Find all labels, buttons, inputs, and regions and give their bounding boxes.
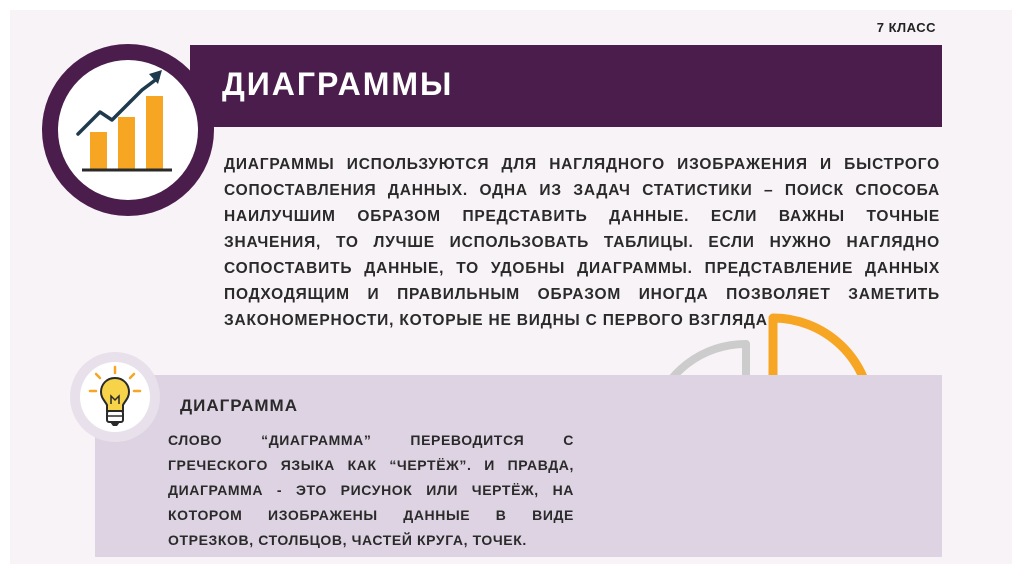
- page-title: ДИАГРАММЫ: [222, 66, 454, 102]
- main-paragraph: ДИАГРАММЫ ИСПОЛЬЗУЮТСЯ ДЛЯ НАГЛЯДНОГО ИЗОБРАЖЕНИЯ И БЫСТРОГО СОПОСТАВЛЕНИЯ ДАННЫХ. ОДНА ИЗ ЗАДАЧ СТАТИСТИКИ – ПОИСК СПОСОБА НАИЛУЧШИМ ОБРАЗОМ ПРЕДСТАВИТЬ ДАННЫЕ. ЕСЛИ ВАЖНЫ ТОЧНЫЕ ЗНАЧЕНИЯ, ТО ЛУЧШЕ ИСПОЛЬЗОВАТЬ ТАБЛИЦЫ. ЕСЛИ НУЖНО НАГЛЯДНО СОПОСТАВИТЬ ДАННЫЕ, ТО УДОБНЫ ДИАГРАММЫ. ПРЕДСТАВЛЕНИЕ ДАННЫХ ПОДХОДЯЩИМ И ПРАВИЛЬНЫМ ОБРАЗОМ ИНОГДА ПОЗВОЛЯЕТ ЗАМЕТИТЬ ЗАКОНОМЕРНОСТИ, КОТОРЫЕ НЕ ВИДНЫ С ПЕРВОГО ВЗГЛЯДА.: [224, 156, 940, 329]
- bar-chart-growth-icon: [70, 62, 190, 182]
- lightbulb-icon: [86, 364, 144, 430]
- definition-text: СЛОВО “ДИАГРАММА” ПЕРЕВОДИТСЯ С ГРЕЧЕСКОГО ЯЗЫКА КАК “ЧЕРТЁЖ”. И ПРАВДА, ДИАГРАММА - ЭТО РИСУНОК ИЛИ ЧЕРТЁЖ, НА КОТОРОМ ИЗОБРАЖЕНЫ ДАННЫЕ В ВИДЕ ОТРЕЗКОВ, СТОЛБЦОВ, ЧАСТЕЙ КРУГА, ТОЧЕК.: [168, 432, 574, 548]
- definition-title: ДИАГРАММА: [180, 396, 298, 415]
- grade-label: 7 КЛАСС: [876, 20, 936, 35]
